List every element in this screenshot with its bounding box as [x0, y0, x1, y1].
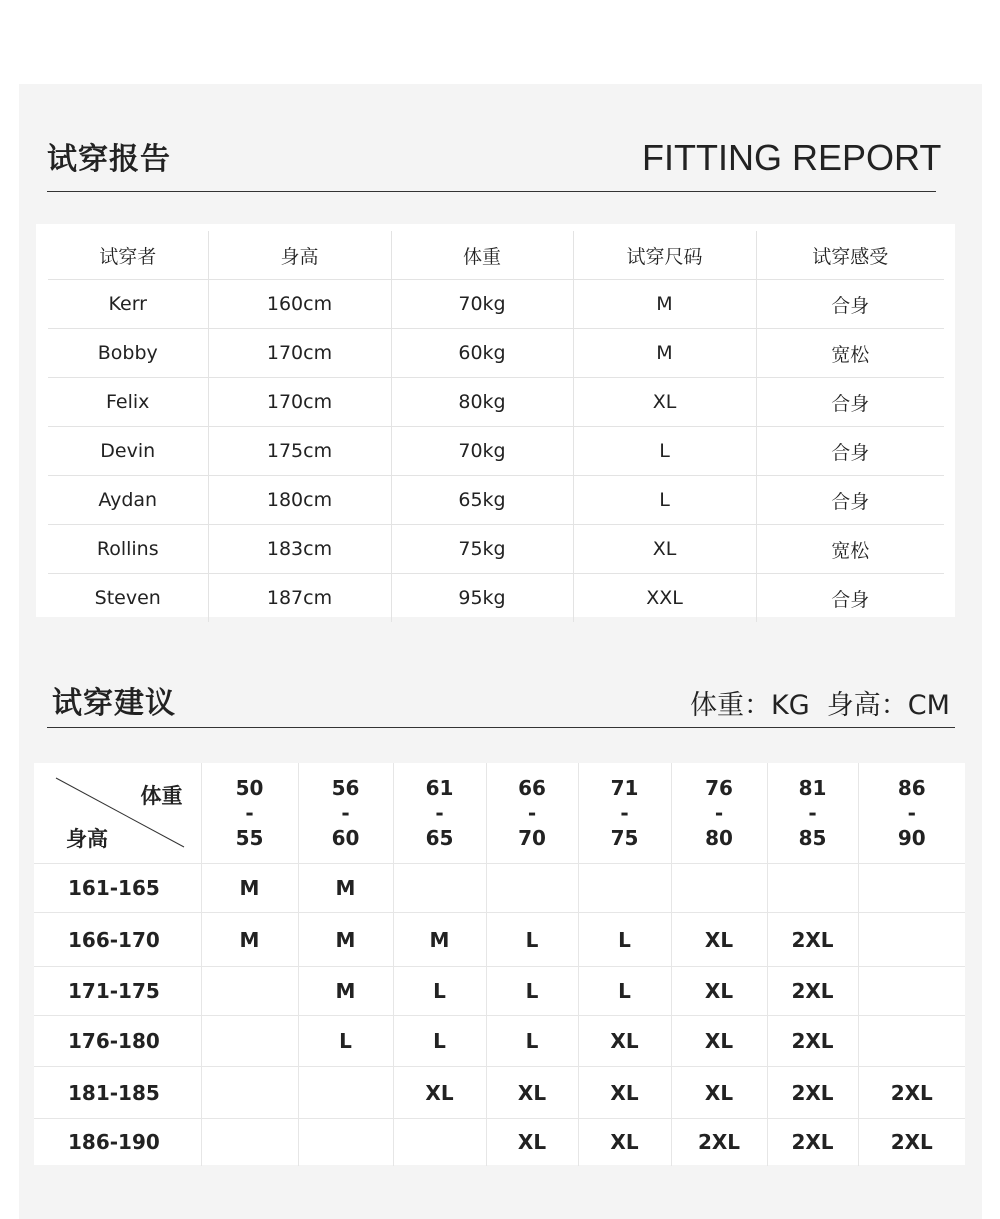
range-bound: 60: [331, 825, 360, 850]
range-bound: 65: [425, 825, 454, 850]
size-cell: XL: [486, 1119, 578, 1166]
range-dash: -: [435, 800, 444, 825]
report-cell-size: XXL: [573, 574, 756, 623]
size-cell: 2XL: [767, 967, 858, 1016]
weight-range-header: [858, 763, 965, 864]
size-cell: [201, 1067, 298, 1119]
size-cell: M: [201, 913, 298, 967]
size-cell: [393, 864, 486, 913]
size-cell: XL: [671, 1067, 767, 1119]
report-cell-tester: Bobby: [48, 329, 208, 378]
advice-row: [34, 1067, 965, 1119]
report-cell-feeling: 合身: [756, 378, 944, 427]
size-cell: [671, 864, 767, 913]
size-cell: 2XL: [767, 1067, 858, 1119]
size-cell: XL: [578, 1119, 671, 1166]
report-cell-feeling: 宽松: [756, 329, 944, 378]
report-cell-tester: Kerr: [48, 280, 208, 329]
size-cell: L: [486, 913, 578, 967]
report-cell-feeling: 合身: [756, 280, 944, 329]
size-cell: 2XL: [767, 1119, 858, 1166]
size-cell: [201, 967, 298, 1016]
range-bound: 71: [610, 775, 639, 800]
range-bound: 85: [798, 825, 827, 850]
weight-range-header: [486, 763, 578, 864]
size-cell: L: [578, 913, 671, 967]
range-bound: 90: [897, 825, 926, 850]
advice-divider: [47, 727, 955, 728]
size-cell: [858, 913, 965, 967]
size-advice-grid: [34, 763, 965, 1165]
report-cell-tester: Devin: [48, 427, 208, 476]
report-row: [48, 378, 944, 427]
size-cell: XL: [578, 1067, 671, 1119]
report-cell-size: XL: [573, 378, 756, 427]
size-cell: [486, 864, 578, 913]
report-title: 试穿报告: [47, 142, 171, 177]
size-cell: [298, 1119, 393, 1166]
range-bound: 86: [897, 775, 926, 800]
report-row: [48, 476, 944, 525]
size-cell: XL: [393, 1067, 486, 1119]
report-cell-size: L: [573, 427, 756, 476]
weight-range-header: [393, 763, 486, 864]
range-bound: 66: [518, 775, 546, 800]
report-row: [48, 329, 944, 378]
size-cell: 2XL: [767, 913, 858, 967]
size-cell: XL: [671, 1016, 767, 1067]
advice-row: [34, 967, 965, 1016]
range-dash: -: [620, 800, 629, 825]
weight-range-header: [298, 763, 393, 864]
size-cell: M: [298, 864, 393, 913]
report-table: [48, 231, 944, 622]
report-cell-feeling: 合身: [756, 427, 944, 476]
range-bound: 75: [610, 825, 639, 850]
range-bound: 50: [235, 775, 264, 800]
report-cell-height: 160cm: [208, 280, 391, 329]
report-cell-size: M: [573, 329, 756, 378]
report-cell-height: 187cm: [208, 574, 391, 623]
report-divider: [47, 191, 936, 192]
height-range-label: 171-175: [34, 967, 201, 1016]
range-bound: 80: [705, 825, 733, 850]
report-cell-height: 170cm: [208, 329, 391, 378]
size-cell: [578, 864, 671, 913]
report-cell-weight: 70kg: [391, 427, 573, 476]
report-cell-height: 175cm: [208, 427, 391, 476]
size-cell: M: [298, 967, 393, 1016]
weight-range-header: [767, 763, 858, 864]
range-dash: -: [341, 800, 350, 825]
range-dash: -: [245, 800, 254, 825]
size-cell: L: [298, 1016, 393, 1067]
size-cell: [858, 864, 965, 913]
fitting-report-table: [36, 224, 955, 617]
report-cell-height: 183cm: [208, 525, 391, 574]
weight-range-header: [671, 763, 767, 864]
size-cell: 2XL: [858, 1119, 965, 1166]
range-bound: 81: [798, 775, 827, 800]
report-cell-weight: 80kg: [391, 378, 573, 427]
size-cell: L: [486, 1016, 578, 1067]
header-height: 身高: [208, 231, 391, 280]
size-cell: 2XL: [767, 1016, 858, 1067]
report-cell-weight: 70kg: [391, 280, 573, 329]
size-cell: [858, 967, 965, 1016]
report-row: [48, 525, 944, 574]
report-cell-height: 170cm: [208, 378, 391, 427]
size-cell: XL: [671, 913, 767, 967]
size-cell: L: [393, 1016, 486, 1067]
corner-weight-label: 体重: [140, 784, 183, 808]
report-title-en: FITTING REPORT: [642, 137, 942, 178]
advice-header-row: [34, 763, 965, 864]
height-range-label: 166-170: [34, 913, 201, 967]
size-cell: XL: [486, 1067, 578, 1119]
size-cell: L: [486, 967, 578, 1016]
size-cell: 2XL: [671, 1119, 767, 1166]
advice-row: [34, 1119, 965, 1166]
report-cell-weight: 95kg: [391, 574, 573, 623]
report-cell-height: 180cm: [208, 476, 391, 525]
height-range-label: 181-185: [34, 1067, 201, 1119]
report-cell-weight: 75kg: [391, 525, 573, 574]
size-cell: [201, 1119, 298, 1166]
range-bound: 76: [705, 775, 733, 800]
report-cell-tester: Aydan: [48, 476, 208, 525]
range-bound: 70: [518, 825, 546, 850]
size-cell: [393, 1119, 486, 1166]
weight-range-header: [201, 763, 298, 864]
size-cell: M: [298, 913, 393, 967]
header-tester: 试穿者: [48, 231, 208, 280]
report-cell-tester: Rollins: [48, 525, 208, 574]
header-weight: 体重: [391, 231, 573, 280]
report-cell-tester: Steven: [94, 587, 161, 609]
size-cell: [767, 864, 858, 913]
report-cell-feeling: 合身: [756, 574, 944, 623]
range-dash: -: [808, 800, 817, 825]
advice-units: 体重：KG 身高：CM: [690, 690, 950, 721]
size-cell: [298, 1067, 393, 1119]
advice-row: [34, 913, 965, 967]
size-cell: 2XL: [858, 1067, 965, 1119]
report-cell-feeling: 宽松: [756, 525, 944, 574]
height-range-label: 176-180: [34, 1016, 201, 1067]
header-size: 试穿尺码: [573, 231, 756, 280]
range-dash: -: [527, 800, 537, 825]
report-cell-weight: 65kg: [391, 476, 573, 525]
report-cell-feeling: 合身: [756, 476, 944, 525]
range-dash: -: [907, 800, 916, 825]
report-cell-size: XL: [573, 525, 756, 574]
size-cell: [858, 1016, 965, 1067]
advice-row: [34, 1016, 965, 1067]
range-bound: 56: [331, 775, 360, 800]
height-range-label: 161-165: [34, 864, 201, 913]
report-cell-tester: Felix: [48, 378, 208, 427]
size-cell: XL: [671, 967, 767, 1016]
height-range-label: 186-190: [68, 1130, 160, 1155]
report-row: [48, 574, 944, 623]
size-cell: L: [578, 967, 671, 1016]
size-cell: L: [393, 967, 486, 1016]
weight-range-header: [578, 763, 671, 864]
header-feeling: 试穿感受: [756, 231, 944, 280]
range-bound: 61: [425, 775, 454, 800]
advice-row: [34, 864, 965, 913]
size-cell: M: [201, 864, 298, 913]
report-row: [48, 280, 944, 329]
size-cell: XL: [578, 1016, 671, 1067]
corner-height-label: 身高: [66, 827, 108, 851]
corner-diagonal: [34, 763, 201, 863]
range-bound: 55: [235, 825, 264, 850]
report-cell-size: M: [573, 280, 756, 329]
range-dash: -: [714, 800, 724, 825]
size-cell: M: [393, 913, 486, 967]
report-row: [48, 427, 944, 476]
report-header-row: [48, 231, 944, 280]
corner-cell: [34, 763, 201, 864]
advice-table: [34, 763, 965, 1166]
size-cell: [201, 1016, 298, 1067]
advice-title: 试穿建议: [52, 686, 176, 721]
report-cell-weight: 60kg: [391, 329, 573, 378]
report-cell-size: L: [573, 476, 756, 525]
